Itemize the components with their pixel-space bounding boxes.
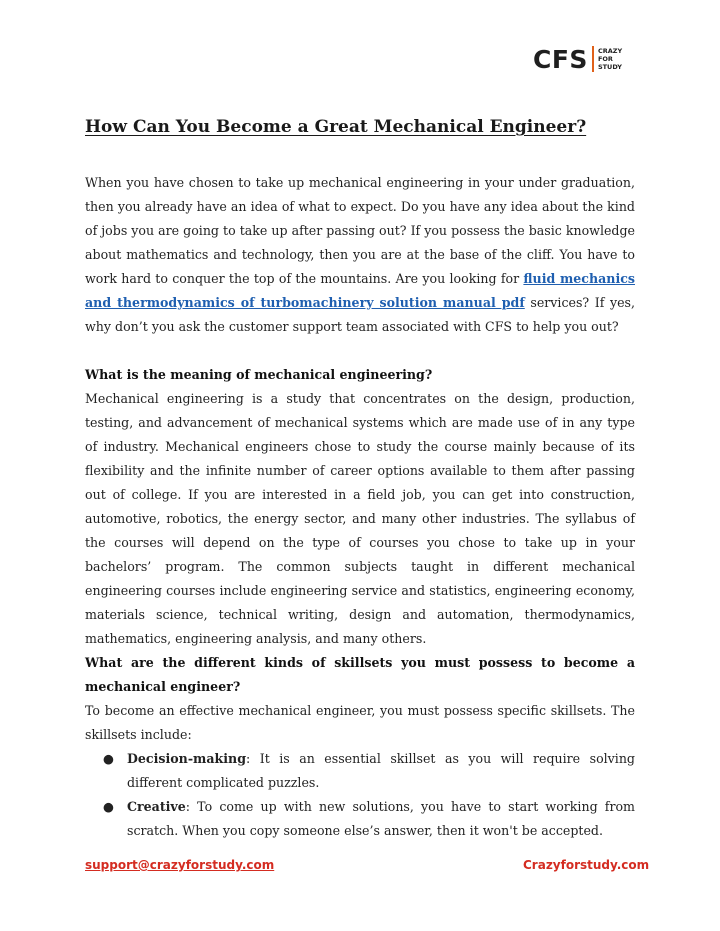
section-heading-skillsets: What are the different kinds of skillsets you must possess to become a mechanical engineer? [85,655,635,694]
intro-paragraph [85,171,635,339]
logo-tagline [598,47,622,71]
solution-manual-link[interactable]: fluid mechanics and thermodynamics of turbomachinery solution manual pdf [85,271,635,310]
intro-text-before: When you have chosen to take up mechanical engineering in your under graduation, then you already have an idea of what to expect. Do you have any idea about the kind of jobs you are going to take up after passing out? If you possess the basic knowledge about mathematics and technology, then you are at the base of the cliff. You have to work hard to conquer the top of the mountains. Are you looking for [85,175,635,286]
list-item [85,795,635,843]
list-item [85,747,635,795]
section-body-meaning: Mechanical engineering is a study that concentrates on the design, production, testing, and advancement of mechanical systems which are made use of in any type of industry. Mechanical engineers chose to study the course mainly because of its flexibility and the infinite number of career options available to them after passing out of college. If you are interested in a field job, you can get into construction, automotive, robotics, the energy sector, and many other industries. The syllabus of the courses will depend on the type of courses you chose to take up in your bachelors’ program. The common subjects taught in different mechanical engineering courses include engineering service and statistics, engineering economy, materials science, technical writing, design and automation, thermodynamics, mathematics, engineering analysis, and many others. [85,391,635,646]
section-heading-meaning: What is the meaning of mechanical engineering? [85,367,433,382]
skill-description: : To come up with new solutions, you have to start working from scratch. When you copy someone else’s answer, then it won't be accepted. [127,799,635,838]
skill-term: Creative [127,799,186,814]
intro-text-after: services? If yes, why don’t you ask the customer support team associated with CFS to help you out? [85,295,635,334]
bullet-icon: ● [103,751,114,766]
website-link[interactable]: Crazyforstudy.com [523,858,650,872]
skillset-list [85,747,635,843]
logo-tagline-line2: FOR [597,55,613,63]
logo-tagline-line1: CRAZY [597,47,623,55]
section-body-skillsets: To become an effective mechanical engineer, you must possess specific skillsets. The skillsets include: [85,703,635,742]
skill-term: Decision-making [127,751,247,766]
support-email-link[interactable]: support@crazyforstudy.com [85,858,275,872]
logo-tagline-line3: STUDY [597,63,622,71]
logo-wordmark: CFS [533,44,588,74]
cfs-logo [533,46,622,72]
page-title: How Can You Become a Great Mechanical Engineer? [85,117,587,137]
logo-divider [592,46,594,72]
skill-description: : It is an essential skillset as you will require solving different complicated puzzles. [127,751,635,790]
bullet-icon: ● [103,799,114,814]
